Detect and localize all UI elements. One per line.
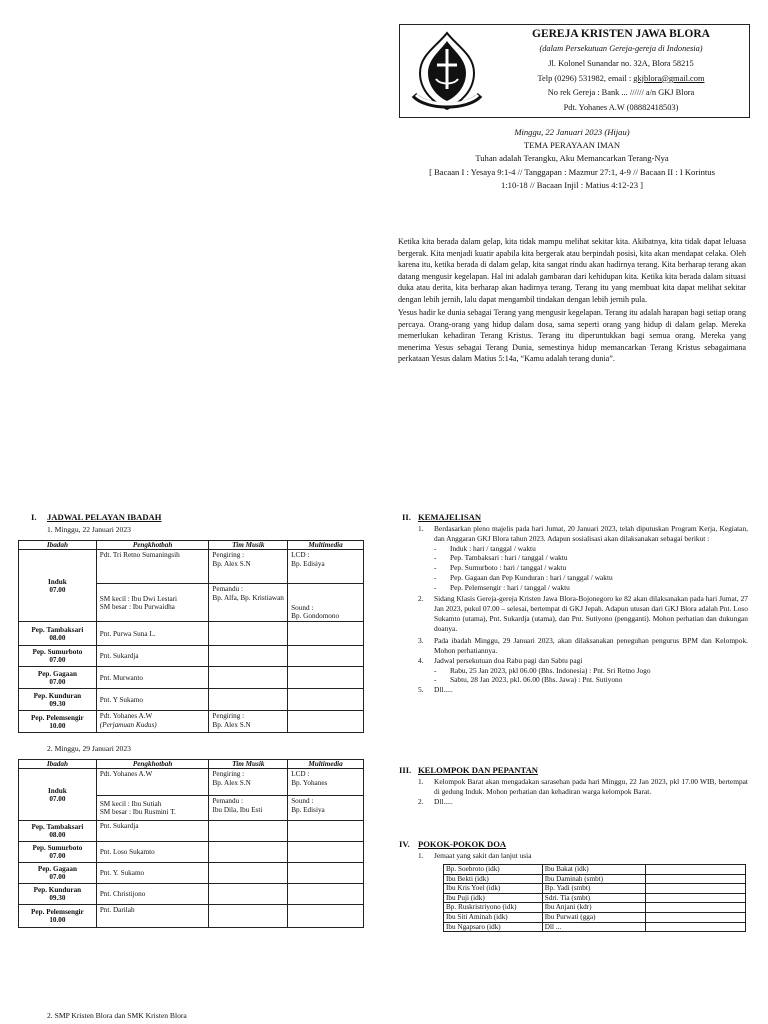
table-row: Ibu Siti Aminah (idk) Ibu Purwati (gga) [444,912,746,922]
music-cell [209,646,288,667]
reflection-text [398,236,746,367]
media-cell [288,842,364,863]
list-subitem: - Pep. Sumurboto : hari / tanggal / waktu [434,563,567,572]
table-row: Ibu Puji (idk) Sdri. Tia (smbt) [444,893,746,903]
liturgy-date: Minggu, 22 Januari 2023 (Hijau) [514,127,630,137]
church-name: GEREJA KRISTEN JAWA BLORA [532,28,710,40]
prayer-table [443,864,746,932]
col-header-pengkhotbah: Pengkhotbah [96,541,209,550]
footer-item: 2. SMP Kristen Blora dan SMK Kristen Blora [47,1011,187,1020]
table-row: Ibu Bekti (idk) Ibu Daminah (smbt) [444,874,746,884]
ibadah-cell: Induk 07.00 [19,769,97,821]
readings-line-1: [ Bacaan I : Yesaya 9:1-4 // Tanggapan : Mazmur 27:1, 4-9 // Bacaan II : I Korintus [429,166,715,177]
list-subitem: - Pep. Tambaksari : hari / tanggal / waktu [434,553,568,563]
music-cell [209,905,288,928]
section-1-number: I. [31,512,37,522]
section-4-list [418,851,748,861]
media-cell: Sound : Bp. Gondomono [288,584,364,622]
reflection-paragraph-1: Ketika kita berada dalam gelap, kita tidak mampu melihat sekitar kita. Akibatnya, kita tidak dapat leluasa bergerak. Kita menjadi kuatir apabila kita bergerak atau berpindah posisi, kita akan mendapat celaka. Oleh karena itu, ketika berada di dalam gelap, kita sangat rindu akan hadirnya terang. Kita berharap terang akan datang mengusir kegelapan. Hal ini adalah gambaran dari kehidupan kita. Ketika kita berada dalam situasi duka atau derita, kita berharap akan hadirnya terang. Terang itu yang membuat kita dapat melihat sekitar dengan lebih jernih, lalu dapat mengambil tindakan dengan lebih jernih pula. [398,237,746,304]
list-item: 5. Dll..... [418,685,453,694]
music-cell [209,667,288,689]
preacher-cell: Pnt. Sukardja [96,821,209,842]
list-item: 2. Sidang Klasis Gereja-gereja Kristen Jawa Blora-Bojonegoro ke 82 akan dilaksanakan pada hari Jumat, 27 Jan 2023, pukul 07.00 – selesai, bertempat di GKJ Jepah. Adapun utusan dari GKJ Blora adalah Pnt. Loso Sukamto (utama), Pnt. Sukardja (utama), dan Pnt. Sutiyono (pengganti). Mohon perhatian dan dukungan doanya. [418,594,748,633]
music-cell [209,821,288,842]
ibadah-cell: Pep. Sumurboto 07.00 [19,646,97,667]
week-2-label: 2. Minggu, 29 Januari 2023 [47,744,131,753]
media-cell [288,905,364,928]
ibadah-cell: Induk 07.00 [19,550,97,622]
section-3-list [418,777,748,806]
section-2-title: KEMAJELISAN [418,512,482,522]
media-cell [288,689,364,711]
ibadah-cell: Pep. Gagaan 07.00 [19,667,97,689]
phone-text: Telp (0296) 531982, email : [537,73,634,83]
media-cell [288,821,364,842]
preacher-cell: Pnt. Y Sukamo [96,689,209,711]
table-row: Ibu Kris Yoel (idk) Bp. Yadi (smbt) [444,884,746,894]
col-header-multimedia: Multimedia [288,541,364,550]
col-header-ibadah: Ibadah [19,760,97,769]
table-row: Bp. Soebroto (idk) Ibu Bakat (idk) [444,865,746,875]
section-4-number: IV. [399,839,410,849]
pastor-contact: Pdt. Yohanes A.W (08882418503) [563,103,679,113]
church-header [399,24,750,118]
section-2-number: II. [402,512,411,522]
media-cell [288,667,364,689]
preacher-cell: Pdt. Yohanes A.W (Perjamuan Kudus) [96,711,209,733]
preacher-cell: Pnt. Sukardja [96,646,209,667]
preacher-cell: Pnt. Loso Sukamto [96,842,209,863]
ibadah-cell: Pep. Sumurboto 07.00 [19,842,97,863]
media-cell: LCD : Bp. Edisiya [288,550,364,584]
ibadah-cell: Pep. Kunduran 09.30 [19,689,97,711]
media-cell: Sound : Bp. Edisiya [288,796,364,821]
music-cell [209,622,288,646]
media-cell [288,884,364,905]
list-subitem: - Pep. Pelemsengir : hari / tanggal / waktu [434,582,570,592]
church-contact [496,72,746,87]
preacher-cell: Pdt. Tri Retno Sumaningsih [96,550,209,584]
church-address: Jl. Kolonel Sunandar no. 32A, Blora 58215 [548,58,694,68]
media-cell [288,622,364,646]
list-subitem: - Induk : hari / tanggal / waktu [434,543,536,553]
music-cell: Pemandu : Bp. Alfa, Bp. Kristiawan [209,584,288,622]
section-4-title: POKOK-POKOK DOA [418,839,507,849]
music-cell: Pengiring : Bp. Alex S.N [209,711,288,733]
col-header-tim-musik: Tim Musik [209,760,288,769]
section-3-number: III. [399,765,412,775]
list-item: 2. Dll..... [418,796,453,806]
music-cell: Pemandu : Ibu Dila, Ibu Esti [209,796,288,821]
theme-block [372,126,768,192]
media-cell: LCD : Bp. Yohanes [288,769,364,796]
ibadah-cell: Pep. Tambaksari 08.00 [19,622,97,646]
music-cell [209,863,288,884]
sunday-school-cell: SM kecil : Ibu Sutiah SM besar : Ibu Rusmini T. [96,796,209,821]
theme-label: TEMA PERAYAAN IMAN [523,140,621,151]
sunday-school-cell: SM kecil : Ibu Dwi Lestari SM besar : Ibu Purwaidha [96,584,209,622]
preacher-cell: Pnt. Darilah [96,905,209,928]
schedule-table-week-1 [18,540,364,733]
col-header-ibadah: Ibadah [19,541,97,550]
readings-line-2: 1:10-18 // Bacaan Injil : Matius 4:12-23 ] [500,179,643,190]
list-subitem: - Pep. Gagaan dan Pep Kunduran : hari / tanggal / waktu [434,572,613,582]
schedule-table-week-2 [18,759,364,928]
music-cell [209,842,288,863]
col-header-pengkhotbah: Pengkhotbah [96,760,209,769]
theme-title: Tuhan adalah Terangku, Aku Memancarkan Terang-Nya [475,153,669,164]
music-cell [209,884,288,905]
week-1-label: 1. Minggu, 22 Januari 2023 [47,525,131,534]
list-item: 4. Jadwal persekutuan doa Rabu pagi dan Sabtu pagi [418,655,583,665]
email-link[interactable]: gkjblora@gmail.com [633,73,705,83]
church-subtitle: (dalam Persekutuan Gereja-gereja di Indonesia) [539,44,703,53]
list-subitem: - Sabtu, 28 Jan 2023, pkl. 06.00 (Bhs. Jawa) : Pnt. Sutiyono [434,675,623,685]
music-cell [209,689,288,711]
ibadah-cell: Pep. Kunduran 09.30 [19,884,97,905]
section-2-list [418,524,748,695]
preacher-cell: Pnt. Purwa Suna L. [96,622,209,646]
preacher-cell: Pdt. Yohanes A.W [96,769,209,796]
col-header-multimedia: Multimedia [288,760,364,769]
list-subitem: - Rabu, 25 Jan 2023, pkl 06.00 (Bhs. Indonesia) : Pnt. Sri Retno Jogo [434,665,651,675]
ibadah-cell: Pep. Gagaan 07.00 [19,863,97,884]
section-3-title: KELOMPOK DAN PEPANTAN [418,765,538,775]
preacher-cell: Pnt. Y. Sukamo [96,863,209,884]
list-item: 3. Pada ibadah Minggu, 29 Januari 2023, akan dilaksanakan peneguhan pengurus BPM dan Kelompok. Mohon perhatiannya. [418,636,748,655]
ibadah-cell: Pep. Tambaksari 08.00 [19,821,97,842]
ibadah-cell: Pep. Pelemsengir 10.00 [19,711,97,733]
preacher-cell: Pnt. Murwanto [96,667,209,689]
church-logo-icon [406,29,488,113]
list-item: 1. Berdasarkan pleno majelis pada hari Jumat, 20 Januari 2023, telah diputuskan Program Kerja, Kegiatan, dan Anggaran GKJ Blora tahun 2023. Adapun sosialisasi akan dilaksanakan sebagai berikut : [418,524,748,543]
music-cell: Pengiring : Bp. Alex S.N [209,550,288,584]
header-text [496,27,746,116]
section-1-title: JADWAL PELAYAN IBADAH [47,512,162,522]
media-cell [288,711,364,733]
list-item: 1. Kelompok Barat akan mengadakan sarasehan pada hari Minggu, 22 Jan 2023, pkl 17.00 WIB, bertempat di gedung Induk. Mohon perhatian dan kehadiran warga kelompok Barat. [418,777,748,796]
media-cell [288,863,364,884]
col-header-tim-musik: Tim Musik [209,541,288,550]
reflection-paragraph-2: Yesus hadir ke dunia sebagai Terang yang mengusir kegelapan. Terang itu adalah harapan bagi setiap orang percaya. Orang-orang yang hidup dalam dosa, sama seperti orang yang hidup di dalam gelap. Mereka memerlukan kehadiran Terang Kristus. Terang itu diperuntukkan bagi semua orang. Mereka yang menerima Yesus sebagai Terang Dunia, semestinya hidup memancarkan Terang Kristus sebagaimana perkataan Yesus dalam Matius 5:14a, “Kamu adalah terang dunia”. [398,308,746,364]
table-row: Ibu Ngapsaro (idk) Dll ... [444,922,746,932]
preacher-cell: Pnt. Christijono [96,884,209,905]
ibadah-cell: Pep. Pelemsengir 10.00 [19,905,97,928]
list-item: 1. Jemaat yang sakit dan lanjut usia [418,851,532,860]
music-cell: Pengiring : Bp. Alex S.N [209,769,288,796]
media-cell [288,646,364,667]
table-row: Bp. Ruskristriyono (idk) Ibu Anjani (kdr) [444,903,746,913]
bank-account: No rek Gereja : Bank ... ////// a/n GKJ Blora [547,88,695,98]
